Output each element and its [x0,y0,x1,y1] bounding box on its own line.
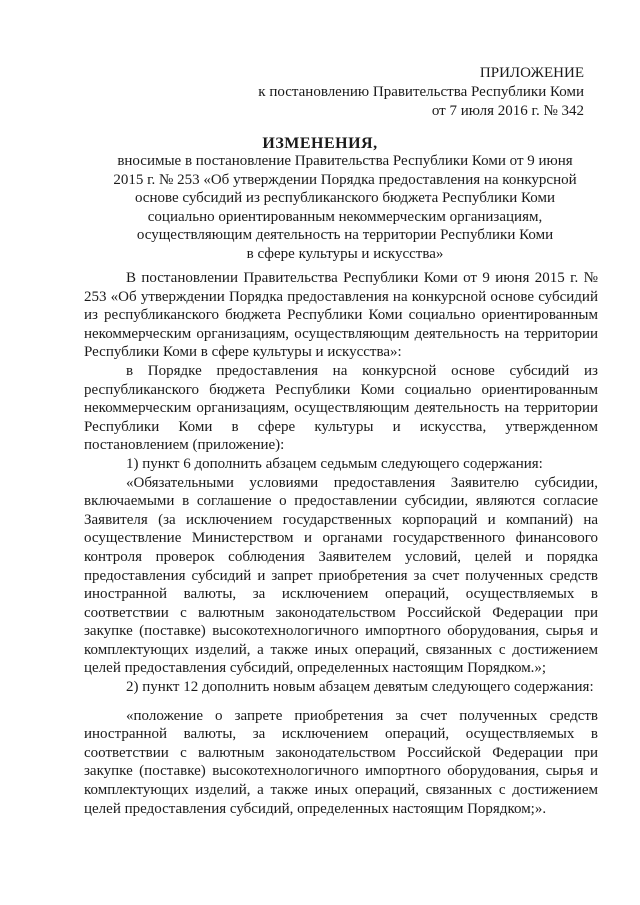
subtitle-line: 2015 г. № 253 «Об утверждении Порядка предоставления на конкурсной [113,171,577,188]
appendix-date-number: от 7 июля 2016 г. № 342 [431,103,584,119]
document-body [84,269,598,818]
body-paragraph-3: 1) пункт 6 дополнить абзацем седьмым следующего содержания: [126,455,543,472]
subtitle-line: социально ориентированным некоммерческим организациям, [147,208,543,225]
subtitle-line: в сфере культуры и искусства» [246,245,444,262]
subtitle-line: осуществляющим деятельность на территории Республики Коми [136,227,554,244]
body-paragraph-2: в Порядке предоставления на конкурсной основе субсидий из республиканского бюджета Республики Коми социально ориентированным некоммерческим организациям, осуществляющим деятельность на территории Республики Коми в сфере культуры и искусства, утвержденном постановлением (приложение): [84,362,598,454]
subtitle-line: основе субсидий из республиканского бюджета Республики Коми [134,190,556,207]
appendix-label: ПРИЛОЖЕНИЕ [479,65,584,81]
body-paragraph-6: «положение о запрете приобретения за счет полученных средств иностранной валюты, за исключением операций, осуществляемых в соответствии с валютным законодательством Российской Федерации при закупке (поставке) высокотехнологичного импортного оборудования, сырья и комплектующих изделий, а также иных операций, связанных с достижением целей предоставления субсидий, определенных настоящим Порядком;». [84,707,598,817]
document-subtitle [100,152,590,264]
body-paragraph-4: «Обязательными условиями предоставления Заявителю субсидии, включаемыми в соглашение о предоставлении субсидии, являются согласие Заявителя (за исключением государственных корпораций и компаний) на осуществление Министерством и органами государственного финансового контроля проверок соблюдения Заявителем условий, целей и порядка предоставления субсидий и запрет приобретения за счет полученных средств иностранной валюты, за исключением операций, осуществляемых в соответствии с валютным законодательством Российской Федерации при закупке (поставке) высокотехнологичного импортного оборудования, сырья и комплектующих изделий, а также иных операций, связанных с достижением целей предоставления субсидий, определенных настоящим Порядком.»; [84,474,598,677]
subtitle-line: вносимые в постановление Правительства Республики Коми от 9 июня [117,153,573,169]
document-title: ИЗМЕНЕНИЯ, [262,135,378,152]
body-paragraph-1: В постановлении Правительства Республики Коми от 9 июня 2015 г. № 253 «Об утверждении Порядка предоставления на конкурсной основе субсидий из республиканского бюджета Республики Коми социально ориентированным некоммерческим организациям, осуществляющим деятельность на территории Республики Коми в сфере культуры и искусства»: [84,270,598,361]
appendix-resolution: к постановлению Правительства Республики Коми [258,84,584,100]
body-paragraph-5: 2) пункт 12 дополнить новым абзацем девятым следующего содержания: [126,679,594,696]
appendix-header [164,64,584,121]
